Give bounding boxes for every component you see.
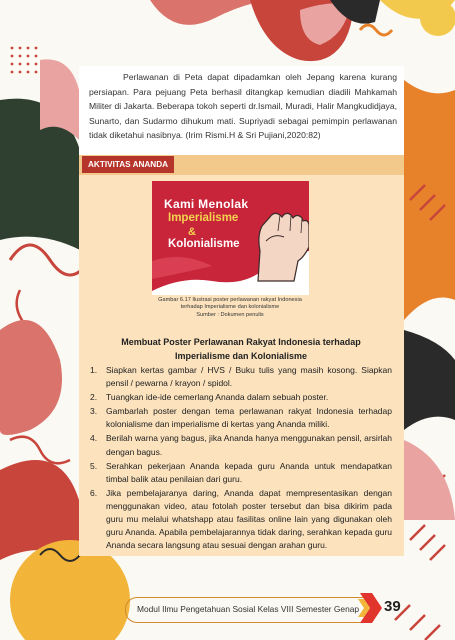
poster-illustration <box>152 181 309 295</box>
page-number: 39 <box>384 598 401 615</box>
list-item <box>90 364 392 390</box>
list-item-number: 5. <box>90 460 98 471</box>
list-item <box>90 405 392 431</box>
poster-title-line-3: & <box>188 226 196 238</box>
list-item <box>90 487 392 552</box>
list-item-text: Tuangkan ide-ide cemerlang Ananda dalam sebuah poster. <box>106 392 329 403</box>
list-item <box>90 460 392 486</box>
instruction-list <box>90 364 392 553</box>
chevron-right-icon <box>358 591 382 625</box>
activity-heading: Membuat Poster Perlawanan Rakyat Indonesia terhadap Imperialisme dan Kolonialisme <box>121 337 361 361</box>
list-item-number: 2. <box>90 392 98 403</box>
list-item-text: Serahkan pekerjaan Ananda kepada guru Ananda untuk mendapatkan timbal balik atau penilaian dari guru. <box>106 460 392 484</box>
list-item-text: Gambarlah poster dengan tema perlawanan rakyat Indonesia terhadap kolonialisme dan imperialisme di kertas yang Ananda miliki. <box>106 406 392 430</box>
figure-caption <box>110 297 350 319</box>
intro-paragraph <box>89 70 397 143</box>
caption-source: Sumber : Dokumen penulis <box>196 311 264 318</box>
poster-title-line-4: Kolonialisme <box>168 238 240 250</box>
list-item-number: 4. <box>90 433 98 444</box>
footer-module-title: Modul Ilmu Pengetahuan Sosial Kelas VIII Semester Genap <box>137 604 360 614</box>
caption-line-1: Gambar 6.17 Ilustrasi poster perlawanan rakyat Indonesia <box>158 297 302 303</box>
list-item-text: Jika pembelajaranya daring, Ananda dapat mempresentasikan dengan menggunakan video, atau fotolah poster tersebut dan bisa dikirim pada guru mu melalui whatshapp atau fasilitas online lain yang digunakan oleh guru Ananda. Apabila pembelajarannya tidak daring, serahkan kepada guru Ananda secara langsung atau sesuai dengan arahan guru. <box>106 487 392 551</box>
list-item-number: 3. <box>90 406 98 417</box>
activity-label: AKTIVITAS ANANDA <box>82 156 174 173</box>
list-item-text: Berilah warna yang bagus, jika Ananda hanya menggunakan pensil, arsirlah dengan bagus. <box>106 433 392 457</box>
poster-title-line-2: Imperialisme <box>168 212 239 224</box>
list-item <box>90 432 392 458</box>
list-item-number: 1. <box>90 365 98 375</box>
poster-title-line-1: Kami Menolak <box>164 197 249 211</box>
list-item <box>90 391 392 404</box>
list-item-number: 6. <box>90 487 98 498</box>
list-item-text: Siapkan kertas gambar / HVS / Buku tulis yang masih kosong. Siapkan pensil / pewarna / krayon / spidol. <box>106 365 392 389</box>
caption-line-2: terhadap Imperialisme dan kolonialisme <box>180 304 280 311</box>
intro-text: Perlawanan di Peta dapat dipadamkan oleh Jepang karena kurang persiapan. Para pejuang Peta berhasil ditangkap kemudian diadili Mahkamah Militer di Jakarta. Beberapa tokoh seperti dr.Ismail, Muradi, Halir Mangkudidjaya, Sunarto, dan Sudarmo dihukum mati. Supriyadi sebagai pemimpin perlawanan tidak diketahui nasibnya. (Irim Rismi.H & Sri Pujiani,2020:82) <box>89 72 397 141</box>
